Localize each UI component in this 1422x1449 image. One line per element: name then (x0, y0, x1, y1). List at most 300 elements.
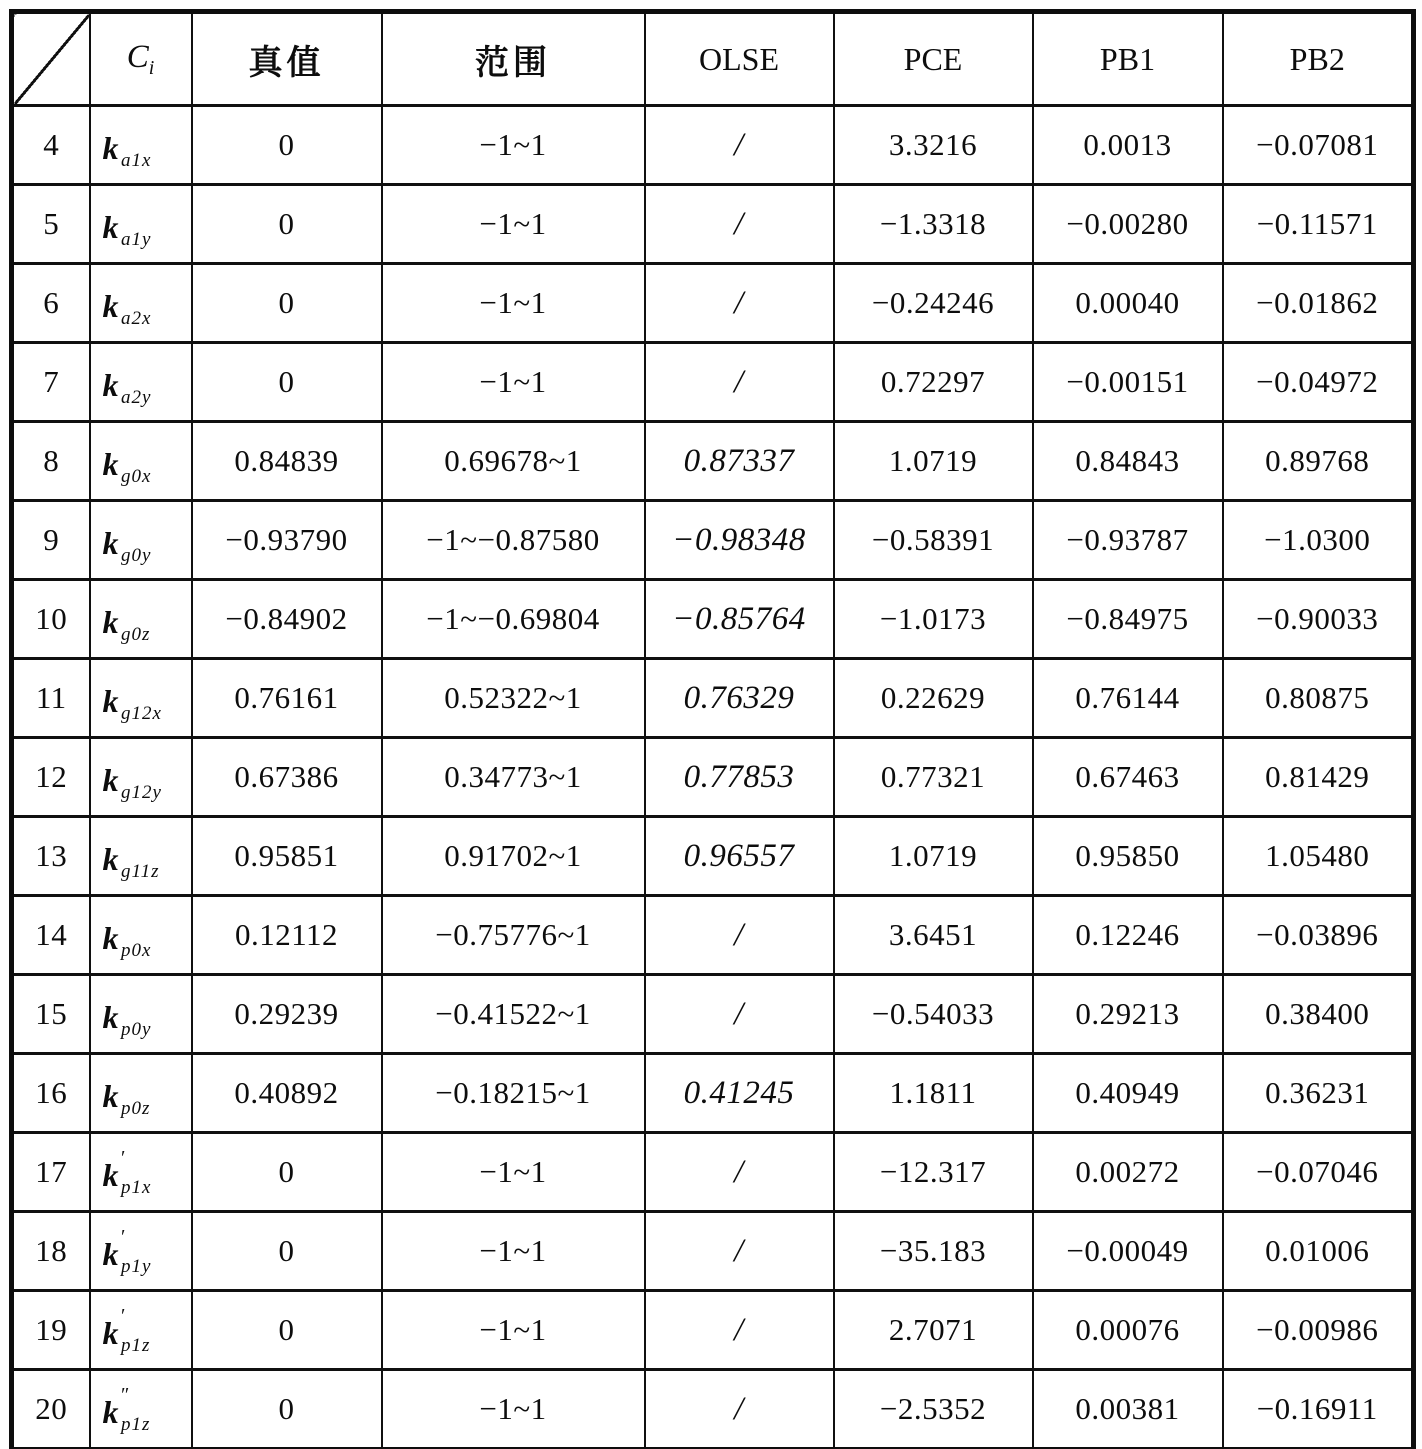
symbol-subscript: a2x (121, 307, 152, 329)
pb2-value: 1.05480 (1265, 838, 1370, 873)
symbol-subscript: g0x (121, 465, 152, 487)
table-row (12, 817, 1414, 896)
pb1-value: −0.00280 (1066, 206, 1189, 241)
pb1-value: −0.00151 (1066, 364, 1189, 399)
pb1-cell (1033, 1054, 1223, 1133)
coefficient-symbol (102, 1072, 151, 1119)
pce-cell (834, 1291, 1033, 1370)
olse-cell (645, 659, 834, 738)
range-value: −1~−0.87580 (426, 522, 600, 557)
true-value-cell (192, 580, 382, 659)
range-value: −1~1 (479, 1233, 547, 1268)
true-value-cell (192, 422, 382, 501)
true-value-cell (192, 975, 382, 1054)
symbol-base: k (102, 840, 119, 877)
pb1-cell (1033, 343, 1223, 422)
true-value-cell (192, 817, 382, 896)
symbol-script-stack (121, 1146, 152, 1198)
coefficient-symbol (102, 1383, 151, 1435)
pb1-cell (1033, 975, 1223, 1054)
table-row (12, 975, 1414, 1054)
olse-cell (645, 1054, 834, 1133)
range-cell (382, 343, 645, 422)
true-value-cell (192, 1212, 382, 1291)
pb1-value: 0.12246 (1075, 917, 1180, 952)
olse-cell (645, 106, 834, 185)
range-cell (382, 659, 645, 738)
row-index-cell (12, 738, 90, 817)
olse-value: 0.41245 (683, 1074, 795, 1111)
pb2-cell (1223, 817, 1414, 896)
pce-value: 0.77321 (880, 759, 986, 794)
symbol-base: k (102, 208, 119, 245)
olse-value: 0.87337 (683, 442, 795, 479)
coefficient-symbol (102, 756, 162, 803)
olse-cell (645, 738, 834, 817)
true-value-cell (192, 264, 382, 343)
pce-cell (834, 738, 1033, 817)
true-value: 0 (278, 364, 295, 399)
olse-cell (645, 343, 834, 422)
symbol-script-stack (121, 203, 152, 250)
true-value-cell (192, 106, 382, 185)
pce-cell (834, 501, 1033, 580)
symbol-script-stack (121, 519, 152, 566)
col-header-pb1: PB1 (1033, 12, 1223, 106)
row-index-cell (12, 817, 90, 896)
row-index: 12 (35, 759, 68, 794)
pb2-value: 0.01006 (1265, 1233, 1370, 1268)
coefficient-symbol-cell (90, 185, 192, 264)
range-value: −1~−0.69804 (426, 601, 600, 636)
pb1-cell (1033, 1212, 1223, 1291)
range-value: 0.34773~1 (444, 759, 582, 794)
pce-cell (834, 975, 1033, 1054)
range-cell (382, 185, 645, 264)
pce-value: 1.0719 (888, 443, 978, 478)
pce-value: −0.58391 (871, 522, 995, 557)
pb1-cell (1033, 185, 1223, 264)
symbol-script-stack (121, 598, 151, 645)
row-index-cell (12, 501, 90, 580)
pce-cell (834, 1370, 1033, 1449)
pb2-cell (1223, 738, 1414, 817)
symbol-script-stack (121, 440, 152, 487)
pb1-value: 0.76144 (1075, 680, 1180, 715)
true-value-cell (192, 185, 382, 264)
coefficient-symbol (102, 440, 152, 487)
olse-cell (645, 264, 834, 343)
pb1-cell (1033, 896, 1223, 975)
row-index: 9 (43, 522, 60, 557)
range-cell (382, 580, 645, 659)
olse-cell (645, 817, 834, 896)
row-index-cell (12, 185, 90, 264)
pce-value: 3.3216 (888, 127, 978, 162)
pb2-cell (1223, 1212, 1414, 1291)
table-row (12, 422, 1414, 501)
table-row (12, 106, 1414, 185)
pce-value: 2.7071 (888, 1312, 978, 1347)
range-value: −1~1 (479, 1391, 547, 1426)
olse-value: / (734, 916, 744, 953)
range-cell (382, 975, 645, 1054)
corner-diagonal-cell (12, 12, 90, 106)
pce-cell (834, 1054, 1033, 1133)
pb1-value: 0.29213 (1075, 996, 1180, 1031)
symbol-prime: ″ (121, 1383, 130, 1406)
parameter-estimation-table (9, 9, 1416, 1449)
range-cell (382, 738, 645, 817)
symbol-base: k (102, 1235, 119, 1272)
pb1-value: −0.84975 (1066, 601, 1189, 636)
pb1-cell (1033, 738, 1223, 817)
pb2-cell (1223, 501, 1414, 580)
symbol-subscript: a1x (121, 149, 152, 171)
pb2-value: 0.38400 (1265, 996, 1370, 1031)
table-row (12, 264, 1414, 343)
coefficient-symbol (102, 282, 152, 329)
pb2-value: −0.11571 (1256, 206, 1378, 241)
symbol-script-stack (121, 835, 160, 882)
pb1-value: 0.84843 (1075, 443, 1180, 478)
row-index: 18 (35, 1233, 68, 1268)
range-cell (382, 1291, 645, 1370)
symbol-script-stack (121, 282, 152, 329)
symbol-subscript: p1y (121, 1255, 152, 1277)
olse-cell (645, 185, 834, 264)
range-cell (382, 1133, 645, 1212)
pce-cell (834, 343, 1033, 422)
true-value: 0 (278, 1391, 295, 1426)
symbol-script-stack (121, 1225, 152, 1277)
symbol-base: k (102, 682, 119, 719)
table-row (12, 343, 1414, 422)
true-value: 0.84839 (234, 443, 339, 478)
symbol-subscript: p1z (121, 1334, 151, 1356)
coefficient-symbol (102, 124, 152, 171)
true-value-cell (192, 343, 382, 422)
pce-cell (834, 659, 1033, 738)
range-cell (382, 106, 645, 185)
col-header-range: 范围 (382, 12, 645, 106)
col-header-true-value: 真值 (192, 12, 382, 106)
symbol-subscript: g12y (121, 781, 162, 803)
coefficient-symbol-cell (90, 738, 192, 817)
row-index-cell (12, 1212, 90, 1291)
symbol-base: k (102, 998, 119, 1035)
pb1-value: 0.0013 (1083, 127, 1172, 162)
pce-value: −0.54033 (871, 996, 995, 1031)
table-row (12, 896, 1414, 975)
true-value: 0 (278, 1312, 295, 1347)
pb1-value: 0.00381 (1075, 1391, 1180, 1426)
row-index-cell (12, 1054, 90, 1133)
table-row (12, 580, 1414, 659)
row-index: 6 (43, 285, 60, 320)
range-cell (382, 1370, 645, 1449)
table-body (12, 106, 1414, 1449)
pce-cell (834, 580, 1033, 659)
pce-value: 0.22629 (880, 680, 986, 715)
row-index: 5 (43, 206, 60, 241)
true-value-cell (192, 738, 382, 817)
row-index: 13 (35, 838, 68, 873)
true-value-cell (192, 1133, 382, 1212)
coefficient-symbol (102, 835, 160, 882)
coefficient-symbol (102, 361, 152, 408)
true-value-cell (192, 501, 382, 580)
range-value: 0.69678~1 (444, 443, 582, 478)
range-value: −0.41522~1 (435, 996, 591, 1031)
pb2-cell (1223, 1370, 1414, 1449)
row-index-cell (12, 659, 90, 738)
pb1-cell (1033, 1370, 1223, 1449)
pb2-cell (1223, 659, 1414, 738)
row-index: 15 (35, 996, 68, 1031)
symbol-script-stack (121, 677, 162, 724)
symbol-base: k (102, 919, 119, 956)
pb1-cell (1033, 817, 1223, 896)
pce-cell (834, 896, 1033, 975)
pb2-value: −0.03896 (1256, 917, 1379, 952)
symbol-script-stack (121, 756, 162, 803)
range-cell (382, 422, 645, 501)
pce-cell (834, 817, 1033, 896)
pb1-value: −0.00049 (1066, 1233, 1189, 1268)
row-index-cell (12, 1370, 90, 1449)
pb2-value: −0.01862 (1256, 285, 1379, 320)
coefficient-symbol-cell (90, 1054, 192, 1133)
row-index: 10 (35, 601, 68, 636)
pce-cell (834, 1133, 1033, 1212)
table-row (12, 501, 1414, 580)
symbol-script-stack (121, 1383, 151, 1435)
coefficient-symbol (102, 203, 152, 250)
symbol-script-stack (121, 124, 152, 171)
pce-value: −1.3318 (879, 206, 987, 241)
table-row (12, 738, 1414, 817)
row-index-cell (12, 1133, 90, 1212)
ci-symbol (127, 38, 155, 80)
range-cell (382, 501, 645, 580)
true-value: 0 (278, 1233, 295, 1268)
row-index: 14 (35, 917, 68, 952)
pce-value: 3.6451 (888, 917, 978, 952)
row-index: 4 (43, 127, 60, 162)
coefficient-symbol-cell (90, 975, 192, 1054)
pb1-value: 0.00076 (1075, 1312, 1180, 1347)
range-value: −1~1 (479, 364, 547, 399)
row-index-cell (12, 580, 90, 659)
true-value: 0.76161 (234, 680, 339, 715)
row-index-cell (12, 975, 90, 1054)
symbol-base: k (102, 761, 119, 798)
table-row (12, 1370, 1414, 1449)
symbol-subscript: p1z (121, 1413, 151, 1435)
row-index-cell (12, 343, 90, 422)
symbol-script-stack (121, 993, 152, 1040)
symbol-prime: ′ (121, 1146, 126, 1169)
coefficient-symbol (102, 914, 152, 961)
symbol-base: k (102, 1156, 119, 1193)
range-value: −1~1 (479, 285, 547, 320)
true-value: 0.40892 (234, 1075, 339, 1110)
symbol-subscript: a2y (121, 386, 152, 408)
pb2-value: 0.80875 (1265, 680, 1370, 715)
olse-cell (645, 1291, 834, 1370)
olse-cell (645, 1133, 834, 1212)
true-value: 0 (278, 1154, 295, 1189)
pce-value: 1.1811 (889, 1075, 977, 1110)
olse-value: / (734, 1311, 744, 1348)
olse-value: −0.98348 (672, 521, 806, 558)
olse-value: 0.77853 (683, 758, 795, 795)
olse-value: −0.85764 (672, 600, 806, 637)
coefficient-symbol-cell (90, 1291, 192, 1370)
symbol-subscript: g0z (121, 623, 151, 645)
coefficient-symbol (102, 598, 151, 645)
table-row (12, 1054, 1414, 1133)
pb1-value: −0.93787 (1066, 522, 1189, 557)
col-header-pb2: PB2 (1223, 12, 1414, 106)
coefficient-symbol (102, 1225, 152, 1277)
coefficient-symbol (102, 1304, 151, 1356)
true-value-cell (192, 1054, 382, 1133)
true-value: 0 (278, 127, 295, 162)
olse-value: / (734, 205, 744, 242)
coefficient-symbol-cell (90, 106, 192, 185)
symbol-prime: ′ (121, 1225, 126, 1248)
coefficient-symbol (102, 1146, 152, 1198)
pce-cell (834, 422, 1033, 501)
coefficient-symbol-cell (90, 422, 192, 501)
pb2-value: −0.07046 (1256, 1154, 1379, 1189)
range-value: −0.18215~1 (435, 1075, 591, 1110)
pb2-cell (1223, 1133, 1414, 1212)
pce-cell (834, 264, 1033, 343)
header-row (12, 12, 1414, 106)
true-value: 0.12112 (234, 917, 339, 952)
table-row (12, 1291, 1414, 1370)
true-value-cell (192, 1291, 382, 1370)
pb2-cell (1223, 1291, 1414, 1370)
true-value-cell (192, 1370, 382, 1449)
pce-cell (834, 106, 1033, 185)
range-value: 0.91702~1 (444, 838, 582, 873)
pb1-value: 0.00272 (1075, 1154, 1180, 1189)
pb1-value: 0.95850 (1075, 838, 1180, 873)
coefficient-symbol-cell (90, 264, 192, 343)
row-index-cell (12, 1291, 90, 1370)
col-header-ci (90, 12, 192, 106)
symbol-subscript: p0x (121, 939, 152, 961)
pb1-cell (1033, 422, 1223, 501)
symbol-base: k (102, 1314, 119, 1351)
coefficient-symbol-cell (90, 343, 192, 422)
row-index: 19 (35, 1312, 68, 1347)
olse-value: / (734, 1153, 744, 1190)
olse-value: / (734, 363, 744, 400)
coefficient-symbol (102, 677, 162, 724)
pb2-cell (1223, 264, 1414, 343)
pce-value: −12.317 (879, 1154, 987, 1189)
true-value-cell (192, 896, 382, 975)
coefficient-symbol-cell (90, 501, 192, 580)
pce-cell (834, 1212, 1033, 1291)
symbol-base: k (102, 524, 119, 561)
row-index: 16 (35, 1075, 68, 1110)
pb1-cell (1033, 659, 1223, 738)
symbol-subscript: p0y (121, 1018, 152, 1040)
pb2-cell (1223, 106, 1414, 185)
olse-value: / (734, 995, 744, 1032)
row-index: 17 (35, 1154, 68, 1189)
col-header-pce: PCE (834, 12, 1033, 106)
pce-value: −0.24246 (871, 285, 995, 320)
coefficient-symbol-cell (90, 1370, 192, 1449)
symbol-prime: ′ (121, 1304, 126, 1327)
olse-value: / (734, 284, 744, 321)
olse-value: / (734, 1232, 744, 1269)
pce-cell (834, 185, 1033, 264)
pce-value: −35.183 (879, 1233, 987, 1268)
true-value-cell (192, 659, 382, 738)
pb2-cell (1223, 896, 1414, 975)
symbol-base: k (102, 287, 119, 324)
row-index-cell (12, 106, 90, 185)
pb2-value: −0.04972 (1256, 364, 1379, 399)
pb2-value: −0.00986 (1256, 1312, 1379, 1347)
col-header-olse: OLSE (645, 12, 834, 106)
range-value: 0.52322~1 (444, 680, 582, 715)
pb2-cell (1223, 343, 1414, 422)
olse-cell (645, 422, 834, 501)
pb2-value: −0.90033 (1256, 601, 1379, 636)
coefficient-symbol-cell (90, 817, 192, 896)
symbol-base: k (102, 129, 119, 166)
pb1-cell (1033, 264, 1223, 343)
pb1-value: 0.67463 (1075, 759, 1180, 794)
table-row (12, 659, 1414, 738)
pce-value: 0.72297 (880, 364, 986, 399)
range-cell (382, 264, 645, 343)
pb2-cell (1223, 580, 1414, 659)
symbol-subscript: g0y (121, 544, 152, 566)
olse-cell (645, 896, 834, 975)
pb2-value: −1.0300 (1264, 522, 1371, 557)
olse-value: / (734, 126, 744, 163)
range-value: −1~1 (479, 127, 547, 162)
symbol-subscript: a1y (121, 228, 152, 250)
symbol-script-stack (121, 361, 152, 408)
symbol-base: k (102, 366, 119, 403)
ci-base: C (126, 39, 149, 75)
pb2-cell (1223, 422, 1414, 501)
olse-cell (645, 1370, 834, 1449)
pb1-cell (1033, 106, 1223, 185)
pb1-value: 0.40949 (1075, 1075, 1180, 1110)
pb2-value: 0.89768 (1265, 443, 1370, 478)
pb1-cell (1033, 1133, 1223, 1212)
pb1-cell (1033, 580, 1223, 659)
coefficient-symbol-cell (90, 1212, 192, 1291)
row-index-cell (12, 264, 90, 343)
range-value: −0.75776~1 (435, 917, 591, 952)
ci-subscript: i (148, 57, 155, 79)
range-cell (382, 1054, 645, 1133)
symbol-base: k (102, 445, 119, 482)
